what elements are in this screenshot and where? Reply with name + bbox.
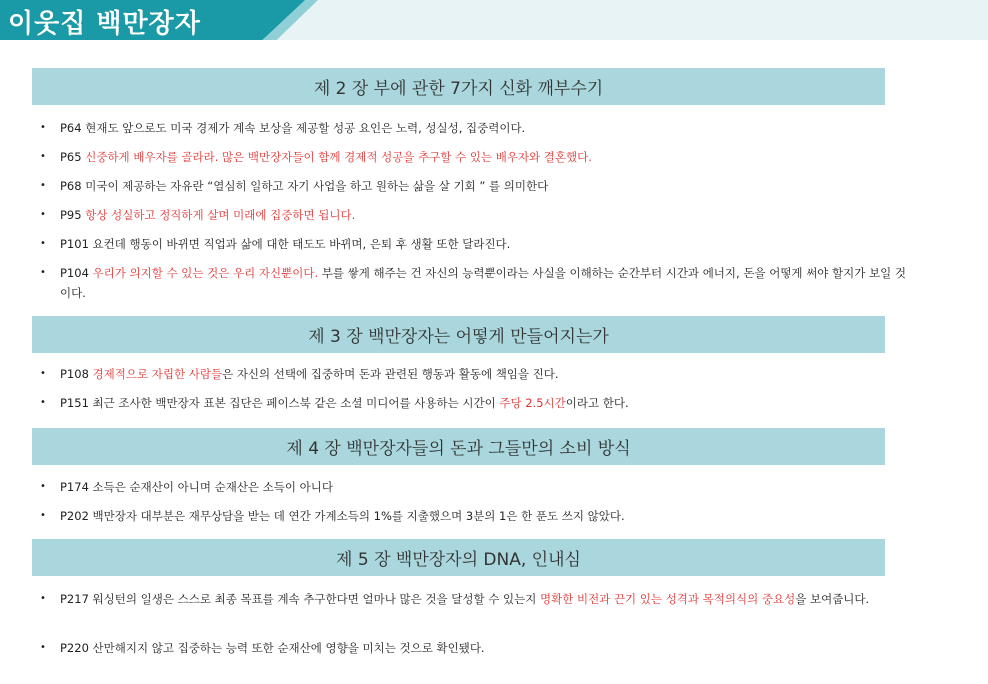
list-item-text: P95 항상 성실하고 정직하게 살며 미래에 집중하면 됩니다. bbox=[60, 208, 356, 222]
list-item-text: P151 최근 조사한 백만장자 표본 집단은 페이스북 같은 소셜 미디어를 사용하는 시간이 주당 2.5시간이라고 한다. bbox=[60, 396, 629, 410]
list-item-text: P68 미국이 제공하는 자유란 “열심히 일하고 자기 사업을 하고 원하는 삶을 살 기회 ” 를 의미한다 bbox=[60, 179, 549, 193]
bullet-dot: • bbox=[40, 267, 46, 278]
list-item-text: P217 워싱턴의 일생은 스스로 최종 목표를 계속 추구한다면 얼마나 많은 것을 달성할 수 있는지 명확한 비전과 끈기 있는 성격과 목적의식의 중요성을 보여줍니다. bbox=[60, 592, 870, 606]
bullet-dot: • bbox=[40, 397, 46, 408]
list-item-text: P104 우리가 의지할 수 있는 것은 우리 자신뿐이다. 부를 쌓게 해주는 건 자신의 능력뿐이라는 사실을 이해하는 순간부터 시간과 에너지, 돈을 어떻게 써야 할지가 보일 것이다. bbox=[60, 266, 907, 300]
section-header-chapter-2: 제 2 장 부에 관한 7가지 신화 깨부수기 bbox=[32, 68, 885, 105]
bullet-dot: • bbox=[40, 238, 46, 249]
bullet-dot: • bbox=[40, 642, 46, 653]
bullet-dot: • bbox=[40, 368, 46, 379]
bullet-dot: • bbox=[40, 481, 46, 492]
section-header-chapter-4: 제 4 장 백만장자들의 돈과 그들만의 소비 방식 bbox=[32, 428, 885, 465]
section-header-chapter-3: 제 3 장 백만장자는 어떻게 만들어지는가 bbox=[32, 316, 885, 353]
list-item-text: P108 경제적으로 자립한 사람들은 자신의 선택에 집중하며 돈과 관련된 행동과 활동에 책임을 진다. bbox=[60, 367, 559, 381]
bullet-dot: • bbox=[40, 180, 46, 191]
bullet-dot: • bbox=[40, 510, 46, 521]
list-item-text: P65 신중하게 배우자를 골라라. 많은 백만장자들이 함께 경제적 성공을 추구할 수 있는 배우자와 결혼했다. bbox=[60, 150, 592, 164]
list-item-text: P220 산만해지지 않고 집중하는 능력 또한 순재산에 영향을 미치는 것으로 확인됐다. bbox=[60, 641, 485, 655]
list-item-text: P64 현재도 앞으로도 미국 경제가 계속 보상을 제공할 성공 요인은 노력, 성실성, 집중력이다. bbox=[60, 121, 526, 135]
bullet-dot: • bbox=[40, 122, 46, 133]
bullet-dot: • bbox=[40, 151, 46, 162]
bullet-dot: • bbox=[40, 209, 46, 220]
list-item-text: P202 백만장자 대부분은 재무상담을 받는 데 연간 가계소득의 1%를 지출했으며 3분의 1은 한 푼도 쓰지 않았다. bbox=[60, 509, 625, 523]
app-title: 이웃집 백만장자 bbox=[8, 9, 201, 39]
list-item-text: P174 소득은 순재산이 아니며 순재산은 소득이 아니다 bbox=[60, 480, 333, 494]
section-header-chapter-5: 제 5 장 백만장자의 DNA, 인내심 bbox=[32, 539, 885, 576]
list-item-text: P101 요컨데 행동이 바뀌면 직업과 삶에 대한 태도도 바뀌며, 은퇴 후 생활 또한 달라진다. bbox=[60, 237, 511, 251]
bullet-dot: • bbox=[40, 593, 46, 604]
